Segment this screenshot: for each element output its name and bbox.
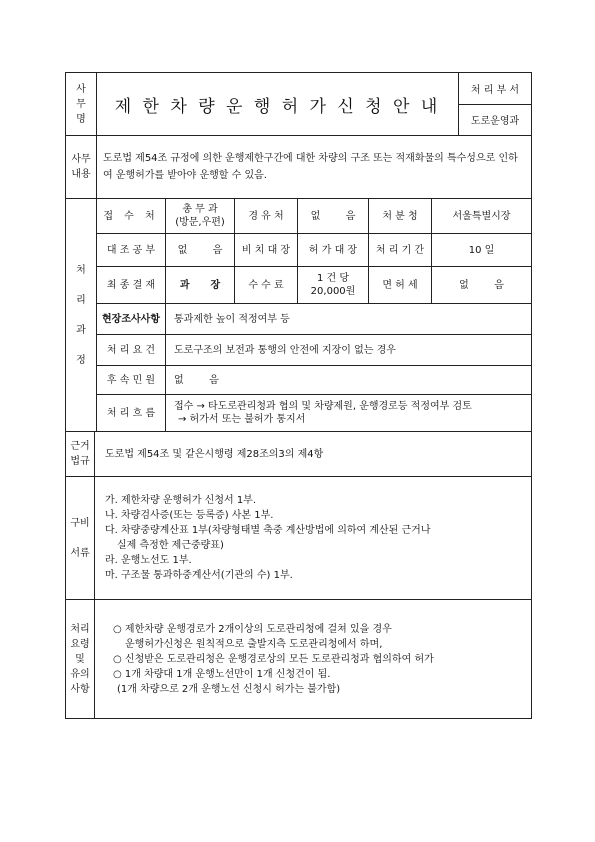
fee-value: 1 건 당 20,000원 bbox=[298, 267, 369, 303]
requirement-label: 처 리 요 건 bbox=[97, 335, 166, 365]
content-text: 도로법 제54조 규정에 의한 운행제한구간에 대한 차량의 구조 또는 적재화물의 특수성으로 인하여 운행허가를 받아야 운행할 수 있음. bbox=[103, 153, 518, 181]
via-office-value: 없 음 bbox=[298, 199, 369, 233]
document-item: 나. 차량검사증(또는 등록증) 사본 1부. bbox=[105, 510, 274, 521]
department-name: 도로운영과 bbox=[470, 116, 520, 128]
reference-ledger-label: 대 조 공 부 bbox=[97, 234, 166, 266]
department-label: 처 리 부 서 bbox=[459, 73, 531, 105]
flow-line-1: 접수 → 타도로관리청과 협의 및 차량제원, 운행경로등 적정여부 검토 bbox=[174, 401, 472, 412]
license-tax-value: 없 음 bbox=[459, 279, 504, 291]
section-label-documents: 구비 서류 bbox=[66, 477, 95, 599]
title-row bbox=[66, 73, 531, 135]
processing-period-value: 10 일 bbox=[468, 244, 495, 256]
process-section bbox=[66, 198, 531, 431]
basis-row bbox=[66, 431, 531, 476]
process-grid bbox=[97, 199, 531, 431]
disposition-label: 처 분 청 bbox=[369, 199, 432, 233]
process-row-3 bbox=[97, 266, 531, 303]
final-approval-value: 과 장 bbox=[166, 267, 235, 303]
notes-row bbox=[66, 599, 531, 718]
follow-up-value: 없 음 bbox=[174, 374, 219, 386]
follow-up-label: 후 속 민 원 bbox=[97, 366, 166, 394]
flow-label: 처 리 흐 름 bbox=[97, 395, 166, 431]
flow-line-2: → 허가서 또는 불허가 통지서 bbox=[178, 414, 306, 425]
survey-label: 현장조사사항 bbox=[97, 304, 166, 334]
reference-ledger-value: 없 음 bbox=[166, 234, 235, 266]
kept-ledger-value: 허 가 대 장 bbox=[298, 234, 369, 266]
note-item: ○ 1개 차량대 1개 운행노선만이 1개 신청건이 됨. bbox=[113, 668, 331, 680]
document-item: 마. 구조물 통과하중계산서(기관의 수) 1부. bbox=[105, 570, 293, 581]
document-item: 가. 제한차량 운행허가 신청서 1부. bbox=[105, 495, 257, 506]
document-item: 다. 차량중량계산표 1부(차량형태별 축중 계산방법에 의하여 계산된 근거나 bbox=[105, 525, 431, 536]
page-title: 제 한 차 량 운 행 허 가 신 청 안 내 bbox=[97, 73, 459, 135]
section-label-basis: 근거 법규 bbox=[66, 432, 95, 476]
notes-list bbox=[95, 600, 531, 718]
content-row bbox=[66, 135, 531, 198]
kept-ledger-label: 비 치 대 장 bbox=[235, 234, 298, 266]
note-item: 운행허가신청은 원칙적으로 출발지측 도로관리청에서 하며, bbox=[125, 638, 383, 650]
via-office-label: 경 유 처 bbox=[235, 199, 298, 233]
documents-list bbox=[95, 477, 531, 599]
process-row-1 bbox=[97, 199, 531, 233]
receipt-office-value: 총 무 과 (방문,우편) bbox=[166, 199, 235, 233]
document-item: 실제 측정한 제근중량표) bbox=[117, 540, 224, 551]
fee-label: 수 수 료 bbox=[235, 267, 298, 303]
processing-period-label: 처 리 기 간 bbox=[369, 234, 432, 266]
note-item: ○ 제한차량 운행경로가 2개이상의 도로관리청에 걸쳐 있을 경우 bbox=[113, 623, 392, 635]
requirement-row bbox=[97, 334, 531, 365]
document-item: 라. 운행노선도 1부. bbox=[105, 555, 192, 566]
section-label-affair: 사 무 명 bbox=[66, 73, 97, 135]
process-row-2 bbox=[97, 233, 531, 266]
disposition-value: 서울특별시장 bbox=[452, 210, 511, 222]
survey-value: 통과제한 높이 적정여부 등 bbox=[174, 313, 290, 325]
basis-text: 도로법 제54조 및 같은시행령 제28조의3의 제4항 bbox=[105, 448, 324, 460]
section-label-content: 사무 내용 bbox=[66, 136, 97, 198]
documents-row bbox=[66, 476, 531, 599]
requirement-value: 도로구조의 보전과 통행의 안전에 지장이 없는 경우 bbox=[174, 344, 396, 356]
flow-row bbox=[97, 394, 531, 431]
department-box bbox=[459, 73, 531, 135]
license-tax-label: 면 허 세 bbox=[369, 267, 432, 303]
note-item: ○ 신청받은 도로관리청은 운행경로상의 모든 도로관리청과 협의하여 허가 bbox=[113, 653, 434, 665]
final-approval-label: 최 종 결 재 bbox=[97, 267, 166, 303]
follow-up-row bbox=[97, 365, 531, 394]
section-label-notes: 처리 요령 및 유의 사항 bbox=[66, 600, 95, 718]
receipt-office-label: 접 수 처 bbox=[97, 199, 166, 233]
section-label-process: 처 리 과 정 bbox=[66, 199, 97, 431]
survey-row bbox=[97, 303, 531, 334]
note-item: (1개 차량으로 2개 운행노선 신청시 허가는 불가함) bbox=[117, 683, 341, 695]
flow-value bbox=[166, 395, 531, 431]
notice-document bbox=[65, 72, 532, 719]
